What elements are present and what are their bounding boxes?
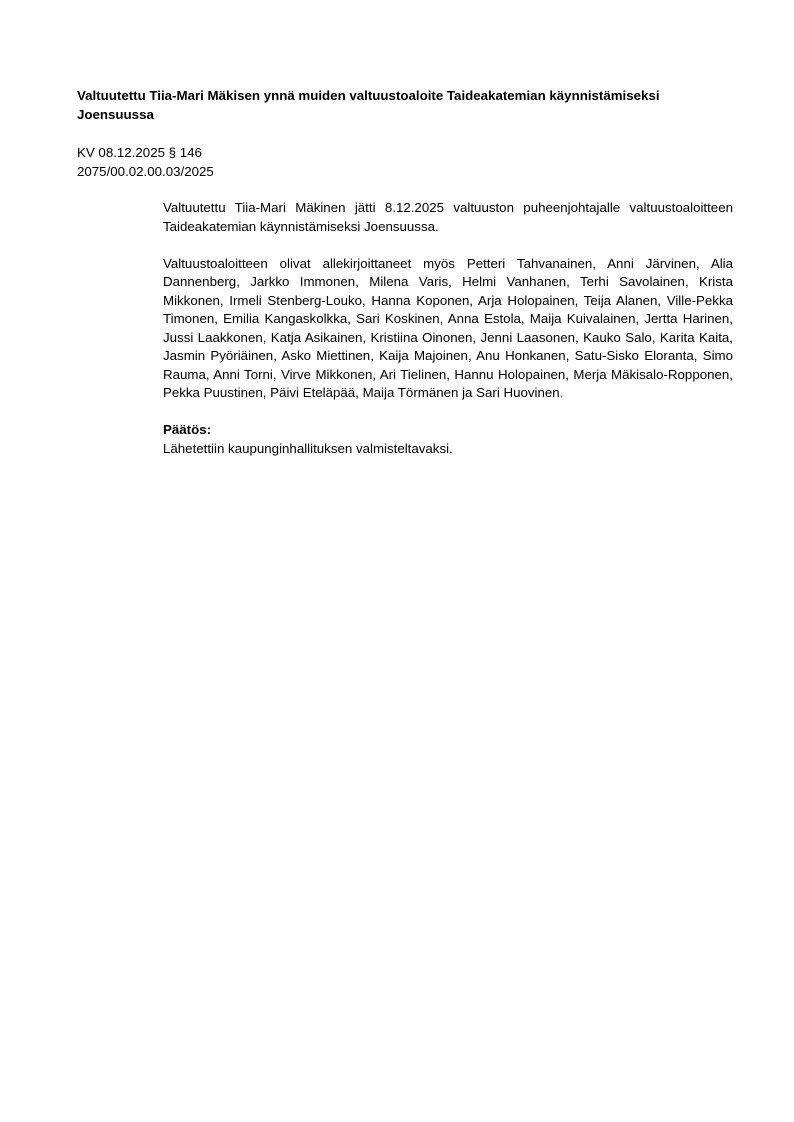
document-title: Valtuutettu Tiia-Mari Mäkisen ynnä muiden valtuustoaloite Taideakatemian käynnistämiseksi Joensuussa bbox=[77, 88, 660, 122]
paragraph-signatories: Valtuustoaloitteen olivat allekirjoittaneet myös Petteri Tahvanainen, Anni Järvinen, Alia Dannenberg, Jarkko Immonen, Milena Varis, Helmi Vanhanen, Terhi Savolainen, Krista Mikkonen, Irmeli Stenberg-Louko, Hanna Koponen, Arja Holopainen, Teija Alanen, Ville-Pekka Timonen, Emilia Kangaskolkka, Sari Koskinen, Anna Estola, Maija Kuivalainen, Jertta Harinen, Jussi Laakkonen, Katja Asikainen, Kristiina Oinonen, Jenni Laasonen, Kauko Salo, Karita Kaita, Jasmin Pyöriäinen, Asko Miettinen, Kaija Majoinen, Anu Honkanen, Satu-Sisko Eloranta, Simo Rauma, Anni Torni, Virve Mikkonen, Ari Tielinen, Hannu Holopainen, Merja Mäkisalo-Ropponen, Pekka Puustinen, Päivi Eteläpää, Maija Törmänen ja Sari Huovinen. bbox=[163, 255, 733, 400]
decision-heading: Päätös: bbox=[163, 422, 212, 437]
meeting-reference: KV 08.12.2025 § 146 bbox=[77, 145, 202, 160]
document-meta bbox=[77, 144, 214, 181]
document-body bbox=[163, 199, 733, 458]
decision-text: Lähetettiin kaupunginhallituksen valmisteltavaksi. bbox=[163, 440, 453, 456]
paragraph-initiative: Valtuutettu Tiia-Mari Mäkinen jätti 8.12.2025 valtuuston puheenjohtajalle valtuustoaloitteen Taideakatemian käynnistämiseksi Joensuussa. bbox=[163, 200, 733, 234]
diary-number: 2075/00.02.00.03/2025 bbox=[77, 163, 214, 179]
